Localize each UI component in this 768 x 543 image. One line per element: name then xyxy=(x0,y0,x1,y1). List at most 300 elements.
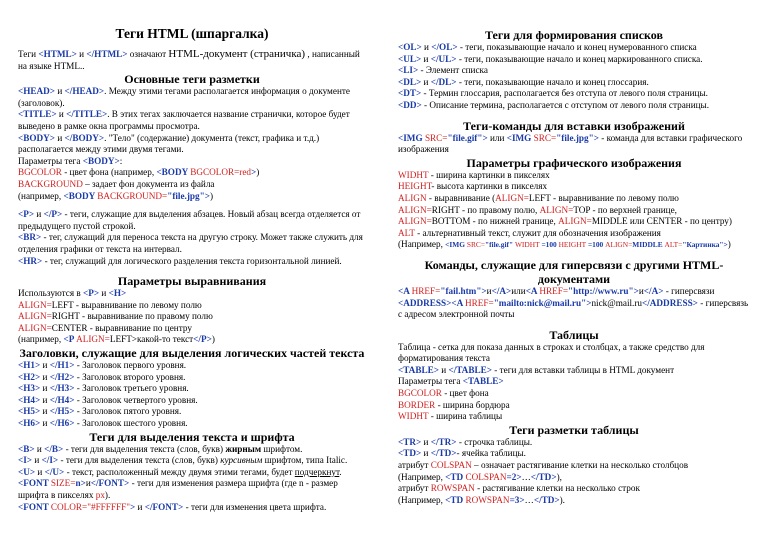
text-segment: "file.jpg" xyxy=(167,190,205,201)
text-segment: , написанный на языке HTML.. xyxy=(18,49,360,71)
section-heading xyxy=(18,346,366,360)
text-line xyxy=(398,448,750,460)
text-segment: - теги, показывающие начало и конец маркированного списка. xyxy=(456,53,703,64)
text-segment: ALIGN xyxy=(398,192,427,203)
text-segment: - теги для выделения текста (слов, букв) xyxy=(58,455,221,466)
text-segment: HEIGHT xyxy=(398,181,432,192)
text-segment: . В этих тегах заключается название странички, которое будет выведено в рамке окна программы просмотра. xyxy=(18,109,350,131)
text-segment: - цвет фона (например, xyxy=(61,167,157,178)
text-segment: "mailto:nick@mail.ru"> xyxy=(493,297,592,308)
text-segment: <HR> xyxy=(18,255,43,266)
text-line xyxy=(398,239,750,251)
text-line xyxy=(398,54,750,66)
text-segment: <UL> xyxy=(398,53,422,64)
text-segment: и xyxy=(135,501,145,512)
text-segment: <DL> xyxy=(398,76,422,87)
text-segment: </A> xyxy=(491,285,512,296)
text-segment: > xyxy=(129,501,136,512)
text-segment: BGCOLOR xyxy=(18,167,62,178)
text-segment: > xyxy=(251,167,257,178)
text-segment: и xyxy=(438,364,449,375)
text-segment: LEFT>какой-то текст xyxy=(109,334,194,345)
text-line xyxy=(18,502,366,514)
text-segment: BOTTOM - по нижней границе, xyxy=(431,216,559,227)
text-segment: ). xyxy=(104,490,111,500)
text-segment: ROWSPAN xyxy=(465,494,510,505)
text-segment: </B> xyxy=(44,443,64,454)
text-segment: </TD> xyxy=(430,448,457,459)
text-segment: и xyxy=(40,418,50,429)
text-segment: "file.jpg"> xyxy=(556,132,599,143)
text-segment: - ширина картинки в пикселях xyxy=(428,169,550,180)
text-segment: "fail.htm"> xyxy=(440,285,487,296)
text-segment: ). xyxy=(559,494,565,505)
text-segment: <HEAD> xyxy=(18,86,56,97)
text-segment: <BODY> xyxy=(18,132,56,143)
left-column xyxy=(18,26,366,513)
text-segment: или xyxy=(487,132,507,143)
text-line xyxy=(18,455,366,467)
text-line xyxy=(18,133,366,156)
text-segment: =2> xyxy=(506,471,522,482)
text-segment: <H5> xyxy=(18,406,41,417)
text-segment: "http://www.ru"> xyxy=(568,285,639,296)
text-segment: nick@mail.ru xyxy=(591,297,642,308)
text-segment: </I> xyxy=(41,455,59,466)
text-segment: BORDER xyxy=(398,399,436,410)
text-segment: шрифтом, типа Italic. xyxy=(262,455,348,466)
text-segment: </TD> xyxy=(530,471,557,482)
text-segment: <B> xyxy=(18,443,35,454)
text-line xyxy=(18,444,366,456)
text-segment: </H2> xyxy=(49,371,75,382)
text-segment: <BODY xyxy=(63,190,98,201)
text-segment: - высота картинки в пикселях xyxy=(431,181,548,192)
text-line xyxy=(398,77,750,89)
text-segment: и xyxy=(40,383,50,394)
text-segment: </TABLE> xyxy=(448,364,492,375)
text-line xyxy=(398,133,750,156)
text-segment: - теги для изменения цвета шрифта. xyxy=(183,501,327,512)
text-segment: </UL> xyxy=(430,53,457,64)
text-line xyxy=(18,372,366,384)
text-segment: - теги для изменения размера шрифта (где n - размер шрифта в пикселях xyxy=(18,478,338,500)
text-segment: "Картинка"> xyxy=(682,240,728,250)
text-segment: <IMG xyxy=(445,240,467,250)
text-segment: - текст, расположенный между двумя этими тегами, будет xyxy=(64,466,295,477)
text-line xyxy=(18,256,366,268)
text-segment: </HEAD> xyxy=(64,86,105,97)
text-segment: <IMG xyxy=(506,132,534,143)
text-segment: "#FFFFFF" xyxy=(87,501,130,512)
text-segment: ALT= xyxy=(664,240,683,250)
text-segment: <TD xyxy=(445,471,466,482)
text-line xyxy=(18,232,366,255)
text-segment: - гиперсвязь с адресом электронной почты xyxy=(398,297,749,320)
text-segment: <H1> xyxy=(18,360,41,371)
text-segment: атрибут xyxy=(398,483,431,494)
text-segment: - растягивание клетки на несколько строк xyxy=(474,483,640,494)
text-segment: HEIGHT xyxy=(558,240,587,250)
text-segment: =3> xyxy=(509,494,525,505)
text-segment: RIGHT - по правому полю, xyxy=(431,204,540,215)
text-line xyxy=(398,65,750,77)
right-column xyxy=(398,28,750,506)
text-segment: Таблицы xyxy=(549,327,599,342)
text-segment: </U> xyxy=(44,466,65,477)
text-segment: HREF= xyxy=(411,285,441,296)
text-segment: RIGHT - выравнивание по правому полю xyxy=(51,311,213,322)
text-segment: </H6> xyxy=(49,418,75,429)
text-segment: <OL> xyxy=(398,42,422,52)
text-line xyxy=(398,170,750,182)
text-segment: - тег, служащий для переноса текста на другую строку. Может также служить для отделения графики от текста на интервал. xyxy=(18,232,363,254)
text-segment: </FONT> xyxy=(90,478,130,489)
text-line xyxy=(398,205,750,217)
text-segment: </DL> xyxy=(430,76,457,87)
text-segment: LEFT - выравнивание по левому полю xyxy=(51,299,202,310)
text-segment: - Заголовок первого уровня. xyxy=(74,360,187,371)
section-heading xyxy=(18,26,366,42)
text-segment: <A xyxy=(525,285,540,296)
text-segment: - ячейка таблицы. xyxy=(456,448,526,459)
text-segment: <TD xyxy=(445,494,466,505)
text-segment: HREF= xyxy=(465,297,494,308)
text-segment: <HTML> xyxy=(38,49,77,59)
text-line xyxy=(398,286,750,298)
section-heading xyxy=(398,423,750,437)
text-segment: ALIGN= xyxy=(495,192,529,203)
text-segment: и xyxy=(638,285,644,296)
text-segment: ALIGN= xyxy=(18,299,52,310)
text-segment: SIZE= xyxy=(50,478,76,489)
text-line xyxy=(18,418,366,430)
text-segment: Параметры графического изображения xyxy=(466,155,682,170)
text-segment: Параметры тега xyxy=(398,376,463,387)
text-segment: <FONT xyxy=(18,478,51,489)
text-segment: и xyxy=(421,448,431,459)
text-line xyxy=(398,100,750,112)
text-segment: - Описание термина, располагается с отступом от левого поля страницы. xyxy=(421,99,709,110)
text-segment: <P> xyxy=(83,288,100,299)
text-segment: - Заголовок третьего уровня. xyxy=(74,383,189,394)
text-segment: </TR> xyxy=(430,436,457,447)
text-line xyxy=(18,209,366,232)
text-line xyxy=(18,109,366,132)
text-line xyxy=(398,388,750,400)
text-segment: Теги разметки таблицы xyxy=(509,422,639,437)
text-segment: COLSPAN xyxy=(430,460,472,471)
text-segment: - теги, служащие для выделения абзацев. Новый абзац всегда отделяется от предыдущего пустой строкой. xyxy=(18,209,361,231)
text-segment: <H3> xyxy=(18,383,41,394)
text-segment: n> xyxy=(75,478,86,489)
text-segment: <BODY xyxy=(156,167,191,178)
text-segment: (например, xyxy=(18,190,64,201)
text-segment: <FONT xyxy=(18,501,51,512)
text-line xyxy=(398,495,750,507)
text-segment: Параметры выравнивания xyxy=(117,274,267,289)
text-segment: MIDDLE или CENTER - по центру) xyxy=(591,216,732,227)
text-segment: <A xyxy=(451,297,466,308)
text-segment: подчеркнут xyxy=(294,466,340,477)
text-segment: </H4> xyxy=(49,394,75,405)
text-line xyxy=(398,365,750,377)
text-segment: - ширина таблицы xyxy=(428,411,503,422)
text-segment: MIDDLE xyxy=(632,240,665,250)
text-segment: - альтернативный текст, служит для обозначения изображения xyxy=(414,227,661,238)
text-segment: px xyxy=(95,490,105,500)
text-segment: и xyxy=(55,86,65,97)
section-heading xyxy=(398,258,750,286)
text-segment: и xyxy=(99,288,109,299)
text-segment: означают xyxy=(127,49,169,59)
section-heading xyxy=(398,28,750,42)
text-line xyxy=(18,478,366,501)
text-segment: - Заголовок четвертого уровня. xyxy=(74,394,198,405)
text-segment: и xyxy=(32,455,42,466)
text-line xyxy=(398,228,750,240)
text-segment: ALIGN= xyxy=(539,204,574,215)
text-line xyxy=(18,395,366,407)
text-segment: и xyxy=(85,478,91,489)
text-segment: ALIGN= xyxy=(18,322,52,333)
text-line xyxy=(398,411,750,423)
text-segment: ALIGN= xyxy=(398,216,432,227)
text-segment: <H> xyxy=(108,288,127,299)
text-segment: Теги для выделения текста и шрифта xyxy=(89,429,295,444)
text-line xyxy=(18,311,366,323)
text-line xyxy=(18,334,366,346)
text-segment: </TD> xyxy=(533,494,560,505)
text-segment: и xyxy=(55,132,65,143)
text-segment: <P> xyxy=(18,209,35,220)
text-segment: ), xyxy=(556,471,562,482)
text-segment: BACKGROUND xyxy=(18,178,83,189)
text-segment: ) xyxy=(256,167,260,178)
text-segment: WIDHT xyxy=(514,240,540,250)
text-segment: - строчка таблицы. xyxy=(456,436,533,447)
text-segment: </P> xyxy=(193,334,212,345)
text-line xyxy=(398,298,750,321)
text-segment: CENTER - выравнивание по центру xyxy=(51,322,192,333)
text-segment: . xyxy=(339,466,342,477)
text-line xyxy=(18,49,366,72)
text-line xyxy=(18,300,366,312)
spacer xyxy=(18,267,366,274)
text-segment: <P xyxy=(63,334,77,345)
section-heading xyxy=(18,72,366,86)
text-segment: SRC= xyxy=(424,132,448,143)
text-segment: или xyxy=(511,285,526,296)
text-segment: </OL> xyxy=(431,42,458,52)
text-segment: > xyxy=(204,190,210,201)
text-line xyxy=(18,467,366,479)
text-segment: Таблица - сетка для показа данных в строках и столбцах, а также средство для форматирования текста xyxy=(398,341,705,364)
text-line xyxy=(18,86,366,109)
text-segment: ) xyxy=(727,239,731,250)
text-segment: </BODY> xyxy=(64,132,105,143)
text-segment: Теги-команды для вставки изображений xyxy=(463,118,685,133)
text-segment: ROWSPAN xyxy=(430,483,475,494)
text-segment: =100 xyxy=(539,240,559,250)
text-segment: - Термин глоссария, располагается без отступа от левого поля страницы. xyxy=(421,88,708,99)
text-segment: - теги для выделения текста (слов, букв) xyxy=(63,443,226,454)
spacer xyxy=(18,202,366,209)
text-segment: BGCOLOR xyxy=(398,388,442,399)
text-segment: </H3> xyxy=(49,383,75,394)
text-segment: и xyxy=(40,360,50,371)
text-segment: и xyxy=(56,109,67,120)
text-segment: TOP - по верхней границе, xyxy=(573,204,677,215)
text-segment: <ADDRESS> xyxy=(398,297,452,308)
text-segment: "file.gif" xyxy=(484,240,515,250)
text-segment: и xyxy=(35,466,45,477)
text-segment: ) xyxy=(211,334,215,345)
text-segment: <TD> xyxy=(398,448,422,459)
spacer xyxy=(398,251,750,258)
text-segment: SRC= xyxy=(533,132,557,143)
text-line xyxy=(398,216,750,228)
text-segment: Используются в xyxy=(18,288,84,299)
section-heading xyxy=(398,328,750,342)
text-segment: ALIGN= xyxy=(76,334,110,345)
text-segment: и xyxy=(40,394,50,405)
text-segment: Заголовки, служащие для выделения логических частей текста xyxy=(19,346,365,361)
text-segment: (Например, xyxy=(398,239,446,250)
text-segment: "file.gif"> xyxy=(447,132,488,143)
text-segment: и xyxy=(421,436,431,447)
text-segment: - теги, показывающие начало и конец глоссария. xyxy=(456,76,649,87)
section-heading xyxy=(398,119,750,133)
text-segment: - тег, служащий для логического разделения текста горизонтальной линией. xyxy=(42,255,342,266)
text-segment: - цвет фона xyxy=(441,388,489,399)
text-segment: HREF= xyxy=(539,285,569,296)
text-segment: - команда для вставки графического изображения xyxy=(398,132,743,155)
text-segment: ALIGN= xyxy=(18,311,52,322)
section-heading xyxy=(18,274,366,288)
text-segment: </ADDRESS> xyxy=(642,297,698,308)
text-segment: </P> xyxy=(43,209,63,220)
text-segment: ALT xyxy=(398,227,415,238)
text-line xyxy=(18,406,366,418)
text-segment: атрибут xyxy=(398,460,431,471)
text-segment: Теги HTML (шпаргалка) xyxy=(115,26,269,41)
text-line xyxy=(398,88,750,100)
section-heading xyxy=(398,156,750,170)
text-segment: <BR> xyxy=(18,232,42,243)
text-segment: - Элемент списка xyxy=(418,65,488,76)
text-line xyxy=(18,191,366,203)
text-line xyxy=(398,472,750,484)
text-segment: BGCOLOR=red xyxy=(190,167,252,178)
text-segment: =100 xyxy=(586,240,606,250)
text-segment: LEFT - выравнивание по левому полю xyxy=(528,192,679,203)
text-segment: ALIGN= xyxy=(398,204,432,215)
text-line xyxy=(18,179,366,191)
text-segment: <U> xyxy=(18,466,36,477)
text-segment: <A xyxy=(398,285,412,296)
text-segment: <DD> xyxy=(398,99,422,110)
text-segment: </A> xyxy=(643,285,664,296)
text-line xyxy=(18,156,366,168)
text-segment: </H5> xyxy=(49,406,75,417)
section-heading xyxy=(18,430,366,444)
text-segment: ALIGN= xyxy=(605,240,633,250)
text-segment: COLSPAN xyxy=(465,471,507,482)
text-segment: и xyxy=(76,49,87,59)
text-segment: ALIGN= xyxy=(558,216,592,227)
text-segment: Теги для формирования списков xyxy=(484,28,663,42)
text-segment: </HTML> xyxy=(86,49,128,59)
text-line xyxy=(18,360,366,372)
text-line xyxy=(398,400,750,412)
text-segment: и xyxy=(421,76,431,87)
text-segment: . "Тело" (содержание) документа (текст, графика и т.д.) располагается между этими двумя тегами. xyxy=(18,132,320,155)
text-segment: … xyxy=(521,471,531,482)
text-segment: WIDHT xyxy=(398,411,429,422)
text-segment: (Например, xyxy=(398,494,446,505)
text-segment: Команды, служащие для гиперсвязи с другими HTML-документами xyxy=(424,257,724,286)
text-segment: - Заголовок второго уровня. xyxy=(74,371,186,382)
text-segment: <IMG xyxy=(398,132,425,143)
text-segment: <H4> xyxy=(18,394,41,405)
text-segment: и xyxy=(40,406,50,417)
text-line xyxy=(18,288,366,300)
text-segment: SRC= xyxy=(466,240,485,250)
text-segment: BACKGROUND= xyxy=(97,190,168,201)
text-line xyxy=(398,483,750,495)
spacer xyxy=(398,112,750,119)
text-segment: <LI> xyxy=(398,65,419,76)
text-segment: Параметры тега xyxy=(18,155,83,166)
text-segment: WIDHT xyxy=(398,169,429,180)
text-line xyxy=(398,376,750,388)
text-line xyxy=(398,342,750,365)
text-segment: и xyxy=(421,42,432,52)
text-segment: <H6> xyxy=(18,418,41,429)
text-segment: - Заголовок пятого уровня. xyxy=(74,406,182,417)
text-segment: - выравнивание ( xyxy=(426,192,496,203)
text-segment: – задает фон документа из файла xyxy=(82,178,215,189)
text-segment: <TABLE> xyxy=(462,376,504,387)
text-segment: и xyxy=(40,371,50,382)
text-segment: HTML-документ (страничка) xyxy=(168,48,306,60)
text-segment: . Между этими тегами располагается информация о документе (заголовок). xyxy=(18,86,350,108)
text-segment: <DT> xyxy=(398,88,422,99)
text-segment: и xyxy=(421,53,431,64)
text-segment: - ширина бордюра xyxy=(435,399,510,410)
text-segment: - теги для вставки таблицы в HTML документ xyxy=(491,364,675,375)
text-line xyxy=(398,181,750,193)
text-segment: COLOR= xyxy=(50,501,88,512)
text-segment: (Например, xyxy=(398,471,446,482)
text-line xyxy=(398,460,750,472)
text-segment: курсивным xyxy=(220,455,263,466)
text-segment: - гиперсвязи xyxy=(663,285,715,296)
text-segment: и xyxy=(34,209,44,220)
text-segment: и xyxy=(486,285,492,296)
text-segment: ) xyxy=(209,190,214,201)
text-segment: Основные теги разметки xyxy=(124,72,260,87)
text-segment: </FONT> xyxy=(144,501,184,512)
text-segment: <TITLE> xyxy=(18,109,57,120)
text-line xyxy=(18,323,366,335)
text-segment: – означает растягивание клетки на несколько столбцов xyxy=(471,460,689,471)
text-segment: </H1> xyxy=(49,360,75,371)
text-segment: (например, xyxy=(18,334,64,345)
text-segment: шрифтом. xyxy=(261,443,303,454)
text-segment: <TABLE> xyxy=(398,364,439,375)
